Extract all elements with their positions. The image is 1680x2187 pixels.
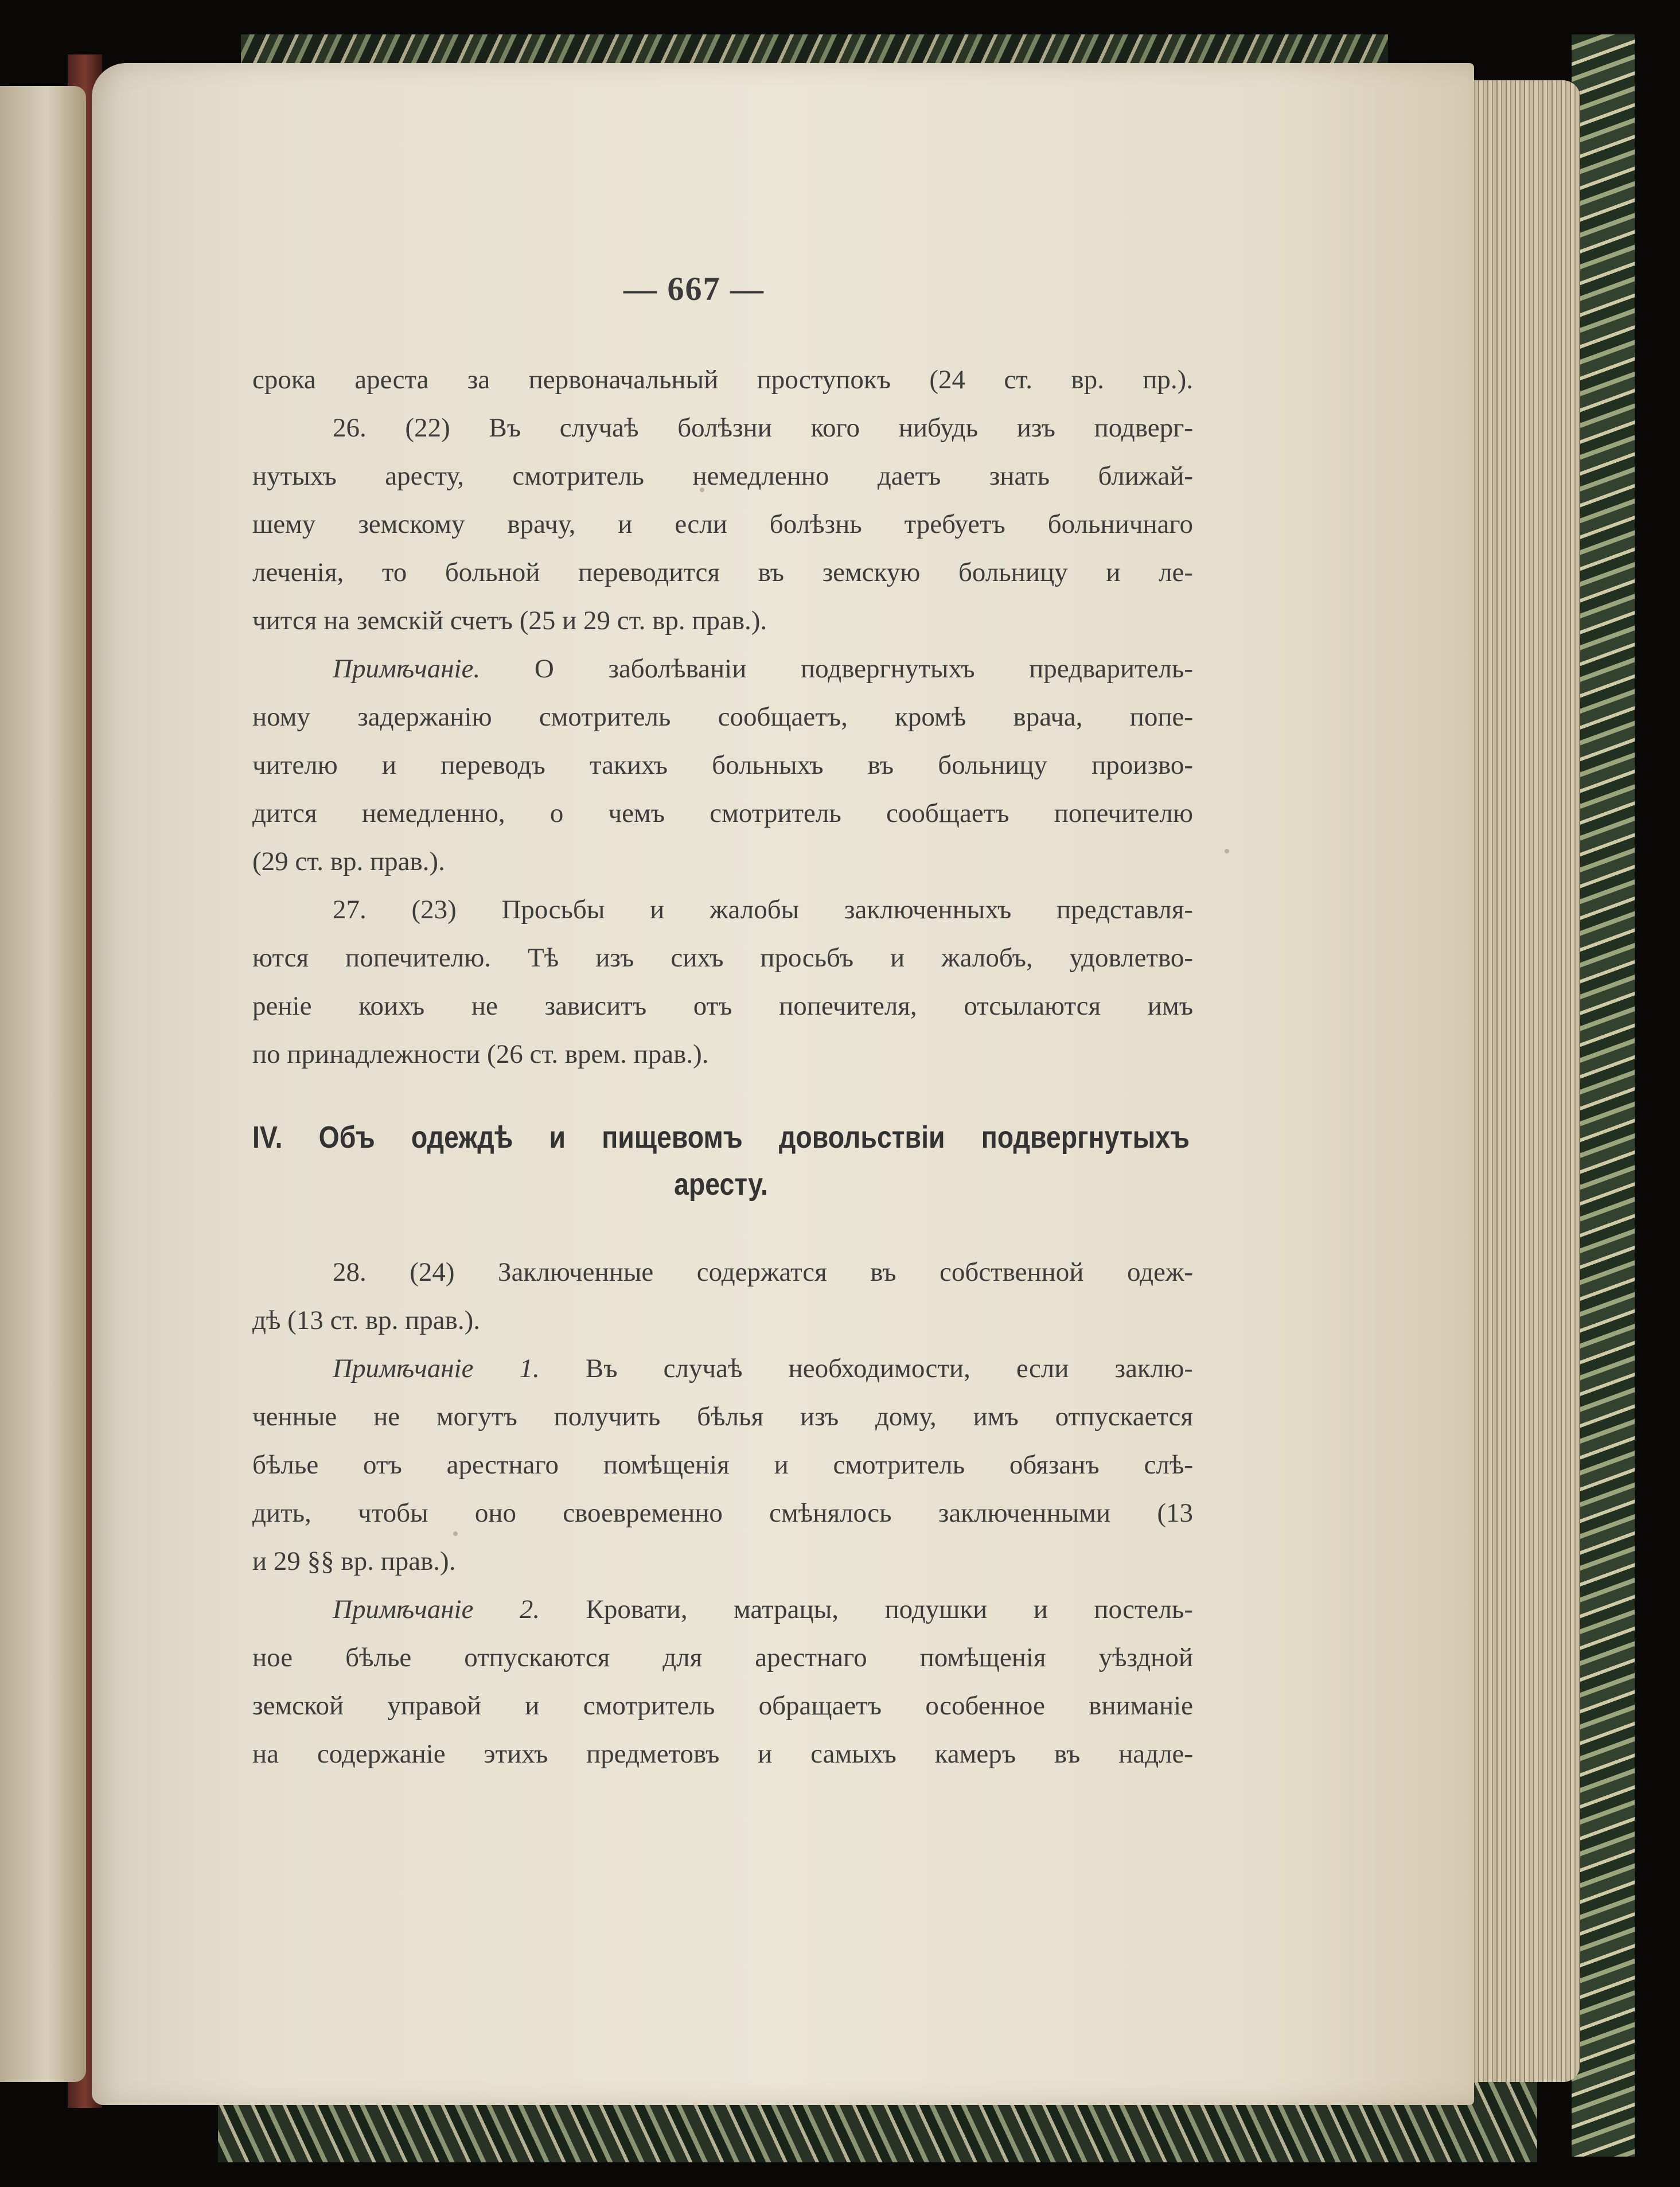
paragraph-26 — [252, 404, 1193, 645]
heading-line: IV. Объ одеждѣ и пищевомъ довольствіи подвергнутыхъ — [252, 1120, 1190, 1155]
text-line: ному задержанію смотритель сообщаетъ, кромѣ врача, попе- — [252, 702, 1193, 732]
text-line: на содержаніе этихъ предметовъ и самыхъ камеръ въ надле- — [252, 1739, 1193, 1769]
note-text: О заболѣваніи подвергнутыхъ предваритель- — [480, 654, 1193, 684]
page-body — [252, 356, 1193, 1778]
text-line: срока ареста за первоначальный проступокъ (24 ст. вр. пр.). — [252, 365, 1193, 395]
text-line: чится на земскій счетъ (25 и 29 ст. вр. прав.). — [252, 606, 767, 636]
note-text: Въ случаѣ необходимости, если заклю- — [539, 1354, 1193, 1383]
note-2-paragraph-28 — [252, 1585, 1193, 1778]
text-line: бѣлье отъ арестнаго помѣщенія и смотритель обязанъ слѣ- — [252, 1450, 1193, 1480]
text-line: ное бѣлье отпускаются для арестнаго помѣщенія уѣздной — [252, 1643, 1193, 1673]
text-line: 26. (22) Въ случаѣ болѣзни кого нибудь изъ подверг- — [333, 413, 1193, 443]
text-line: чителю и переводъ такихъ больныхъ въ больницу произво- — [252, 750, 1193, 780]
paragraph-continuation — [252, 356, 1193, 404]
page-number: — 667 — — [623, 270, 765, 307]
note-label: Примѣчаніе 2. — [333, 1595, 540, 1624]
page-edges-stack — [1465, 80, 1580, 2082]
text-line: леченія, то больной переводится въ земскую больницу и ле- — [252, 558, 1193, 587]
section-heading — [252, 1114, 1190, 1208]
text-line: ются попечителю. Тѣ изъ сихъ просьбъ и жалобъ, удовлетво- — [252, 943, 1193, 973]
text-line: нутыхъ аресту, смотритель немедленно даетъ знать ближай- — [252, 461, 1193, 491]
text-line: 27. (23) Просьбы и жалобы заключенныхъ представля- — [333, 895, 1193, 925]
text-line: 28. (24) Заключенные содержатся въ собственной одеж- — [333, 1257, 1193, 1287]
text-line: дить, чтобы оно своевременно смѣнялось заключенными (13 — [252, 1498, 1193, 1528]
note-paragraph-26 — [252, 645, 1193, 886]
paragraph-28 — [252, 1248, 1193, 1344]
text-line — [252, 645, 1193, 693]
note-1-paragraph-28 — [252, 1344, 1193, 1585]
left-page-edge — [0, 86, 86, 2082]
marbled-cover-right — [1572, 34, 1635, 2157]
paper-speck — [1225, 849, 1229, 853]
paragraph-27 — [252, 886, 1193, 1078]
note-text: Кровати, матрацы, подушки и постель- — [540, 1595, 1193, 1624]
text-line — [252, 1344, 1193, 1393]
text-line: (29 ст. вр. прав.). — [252, 847, 445, 876]
text-line: реніе коихъ не зависитъ отъ попечителя, отсылаются имъ — [252, 991, 1193, 1021]
text-line: и 29 §§ вр. прав.). — [252, 1546, 456, 1576]
text-line: ченные не могутъ получить бѣлья изъ дому, имъ отпускается — [252, 1402, 1193, 1432]
text-line — [252, 1585, 1193, 1634]
note-label: Примѣчаніе. — [333, 654, 481, 684]
heading-line: аресту. — [674, 1167, 768, 1202]
text-line: дится немедленно, о чемъ смотритель сообщаетъ попечителю — [252, 798, 1193, 828]
text-line: по принадлежности (26 ст. врем. прав.). — [252, 1039, 709, 1069]
text-line: земской управой и смотритель обращаетъ особенное вниманіе — [252, 1691, 1193, 1721]
text-line: шему земскому врачу, и если болѣзнь требуетъ больничнаго — [252, 509, 1193, 539]
note-label: Примѣчаніе 1. — [333, 1354, 540, 1383]
text-line: дѣ (13 ст. вр. прав.). — [252, 1305, 480, 1335]
